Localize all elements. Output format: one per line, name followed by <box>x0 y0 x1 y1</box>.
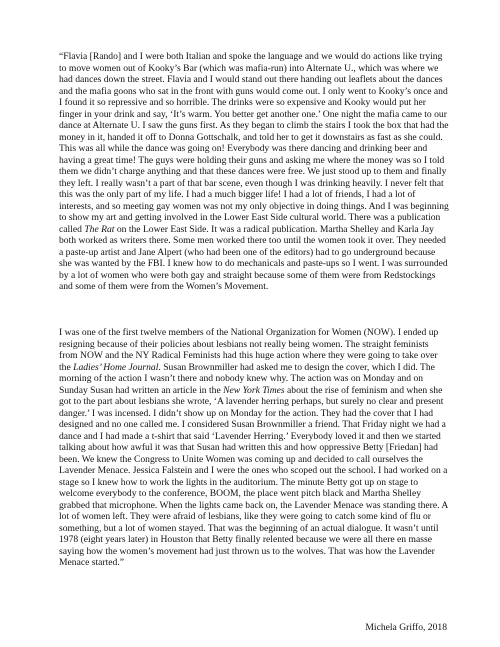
paragraph-2 <box>59 327 449 569</box>
paragraph-1-text-2: on the Lower East Side. It was a radical publication. Martha Shelley and Karla Jay both worked as writers there. Some men worked there too until the women took it over. They needed a paste-up artist and Jane Alpert (who had been one of the editors) had to go underground because she was wanted by the FBI. I knew how to do mechanicals and paste-ups so I went. I was surrounded by a lot of women who were both gay and straight because some of them were from Redstockings and some of them were from the Women’s Movement. <box>59 223 448 292</box>
paragraph-2-text-3: about the rise of feminism and when she got to the part about lesbians she wrote, ‘A lavender herring perhaps, but surely no clear and present danger.’ I was incensed. I didn’t show up on Monday for the action. They had the cover that I had designed and no one called me. I considered Susan Brownmiller a friend. That Friday night we had a dance and I had made a t-shirt that said ‘Lavender Herring.’ Everybody loved it and then we started talking about how awful it was that Susan had written this and how oppressive Betty [Friedan] had been. We knew the Congress to Unite Women was coming up and decided to call ourselves the Lavender Menace. Jessica Falstein and I were the ones who scoped out the school. I had worked on a stage so I knew how to work the lights in the auditorium. The minute Betty got up on stage to welcome everybody to the conference, BOOM, the place went pitch black and Martha Shelley grabbed that microphone. When the lights came back on, the Lavender Menace was standing there. A lot of women left. They were afraid of lesbians, like they were going to catch some kind of flu or something, but a lot of women stayed. That was the beginning of an actual dialogue. It wasn’t until 1978 (eight years later) in Houston that Betty finally relented because we were all there en masse saying how the women’s movement had just thrown us to the wolves. That was how the Lavender Menace started.” <box>59 384 448 568</box>
paragraph-1-text-1: “Flavia [Rando] and I were both Italian and spoke the language and we would do actions like trying to move women out of Kooky’s Bar (which was mafia-run) into Alternate U., which was where we had dances down the street. Flavia and I would stand out there handing out leaflets about the dances and the mafia goons who sat in the front with guns would come out. I only went to Kooky’s once and I found it so repressive and so horrible. The drinks were so expensive and Kooky would put her finger in your drink and say, ‘It’s warm. You better get another one.’ One night the mafia came to our dance at Alternate U. I saw the guns first. As they began to climb the stairs I took the box that had the money in it, handed it off to Donna Gottschalk, and told her to get it downstairs as fast as she could. This was all while the dance was going on! Everybody was there dancing and drinking beer and having a great time! The guys were holding their guns and asking me where the money was so I told them we didn’t charge anything and that these dances were free. We just stood up to them and finally they left. I really wasn’t a part of that bar scene, even though I was drinking heavily. I never felt that this was the only part of my life. I had a much bigger life! I had a lot of friends, I had a lot of interests, and so meeting gay women was not my only objective in doing things. And I was beginning to show my art and getting involved in the Lower East Side cultural world. There was a publication called <box>59 51 449 235</box>
paragraph-2-text-1: I was one of the first twelve members of the National Organization for Women (NOW). I ended up resigning because of their policies about lesbians not really being women. The straight feminists from NOW and the NY Radical Feminists had this huge action where they were going to take over the <box>59 327 439 373</box>
paragraph-2-text-2: . Susan Brownmiller had asked me to design the cover, which I did. The morning of the action I wasn’t there and nobody knew why. The action was on Monday and on Sunday Susan had written an article in the <box>59 361 435 396</box>
paragraph-1-title-the-rat: The Rat <box>84 223 115 235</box>
paragraph-1 <box>59 51 449 293</box>
signature: Michela Griffo, 2018 <box>365 622 447 633</box>
paragraph-2-title-new-york-times: New York Times <box>223 384 285 396</box>
paragraph-2-title-ladies-home-journal: Ladies’ Home Journal <box>73 361 159 373</box>
